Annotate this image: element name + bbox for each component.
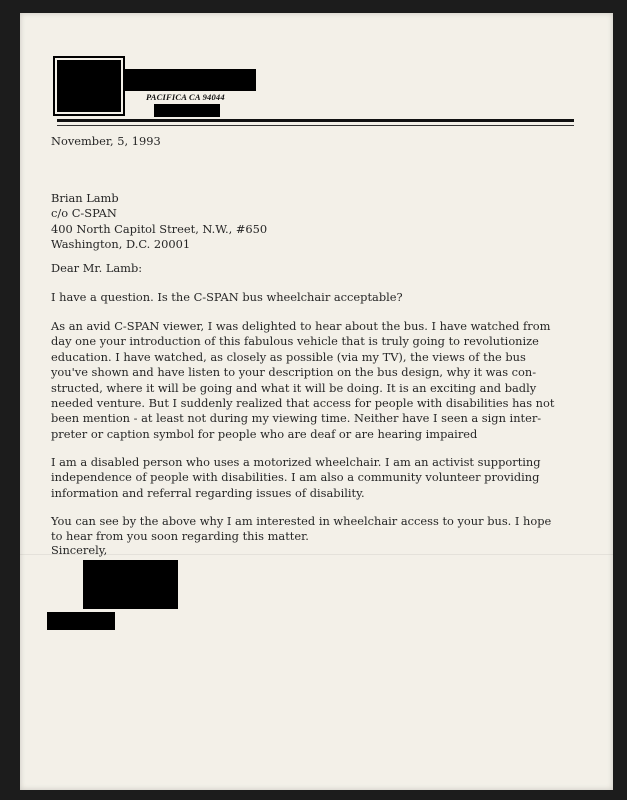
sender-name-redaction (47, 612, 115, 630)
paragraph-line: preter or caption symbol for people who are deaf or are hearing impaired (51, 426, 478, 441)
letterhead-city: PACIFICA CA 94044 (146, 92, 225, 102)
paragraph-line: As an avid C-SPAN viewer, I was delighted to hear about the bus. I have watched from (51, 319, 551, 333)
recipient-care-of: c/o C-SPAN (51, 206, 117, 221)
paragraph-line: independence of people with disabilities. I am also a community volunteer providing (51, 470, 540, 485)
paragraph-line: education. I have watched, as closely as possible (via my TV), the views of the bus (51, 349, 526, 364)
paragraph-line: You can see by the above why I am interested in wheelchair access to your bus. I hope (51, 514, 552, 528)
paragraph-line: I am a disabled person who uses a motorized wheelchair. I am an activist supporting (51, 455, 541, 469)
closing: Sincerely, (51, 543, 108, 557)
paragraph-line: been mention - at least not during my viewing time. Neither have I seen a sign inter- (51, 411, 542, 426)
recipient-name: Brian Lamb (51, 191, 119, 205)
paragraph-line: to hear from you soon regarding this matter. (51, 529, 309, 544)
letter-date: November, 5, 1993 (51, 134, 161, 148)
paragraph-line: you've shown and have listen to your description on the bus design, why it was con- (51, 365, 537, 380)
paper-fold-line (20, 554, 613, 555)
letterhead-address-redaction (154, 104, 220, 117)
paragraph-line: structed, where it will be going and what it will be doing. It is an exciting and badly (51, 380, 537, 395)
recipient-city: Washington, D.C. 20001 (51, 237, 191, 252)
letterhead-name-redaction (124, 69, 256, 91)
paragraph-line: I have a question. Is the C-SPAN bus wheelchair acceptable? (51, 290, 403, 304)
letter-page (20, 13, 613, 790)
letterhead-rule-thick (57, 119, 574, 122)
signature-redaction (83, 560, 178, 609)
salutation: Dear Mr. Lamb: (51, 261, 143, 275)
letterhead-rule-thin (57, 125, 574, 126)
recipient-street: 400 North Capitol Street, N.W., #650 (51, 221, 268, 236)
letterhead-logo-redacted (57, 60, 121, 112)
paragraph-line: needed venture. But I suddenly realized that access for people with disabilities has not (51, 396, 555, 410)
paragraph-line: day one your introduction of this fabulous vehicle that is truly going to revolutionize (51, 334, 539, 349)
paragraph-line: information and referral regarding issues of disability. (51, 485, 365, 500)
